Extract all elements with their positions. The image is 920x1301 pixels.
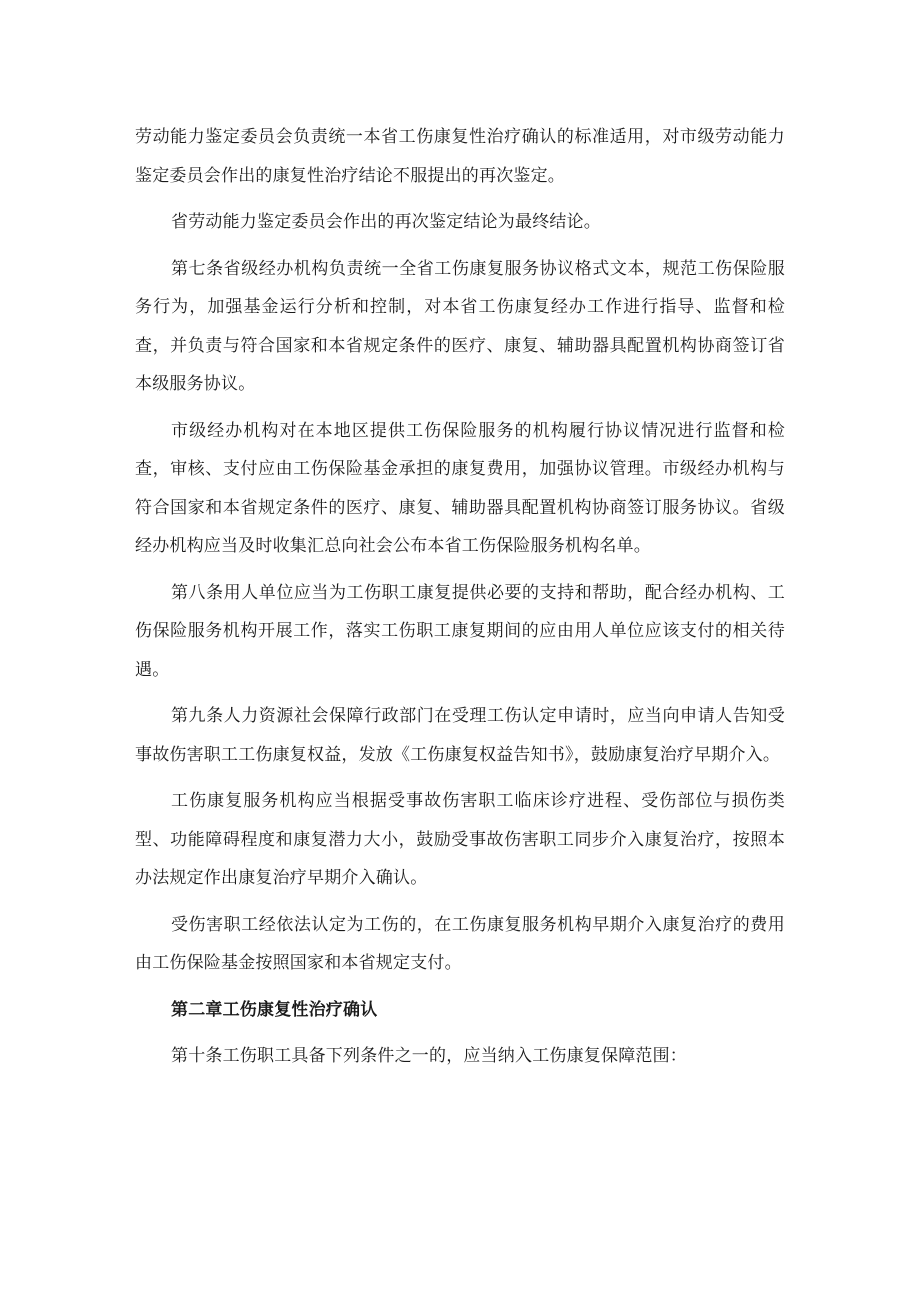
paragraph-article-8: 第八条用人单位应当为工伤职工康复提供必要的支持和帮助，配合经办机构、工伤保险服务机构开展工作，落实工伤职工康复期间的应由用人单位应该支付的相关待遇。 bbox=[135, 582, 785, 680]
paragraph: 受伤害职工经依法认定为工伤的，在工伤康复服务机构早期介入康复治疗的费用由工伤保险基金按照国家和本省规定支付。 bbox=[135, 914, 785, 973]
chapter-heading: 第二章工伤康复性治疗确认 bbox=[171, 999, 378, 1020]
document-page bbox=[135, 118, 785, 1076]
paragraph-article-10: 第十条工伤职工具备下列条件之一的，应当纳入工伤康复保障范围： bbox=[171, 1046, 687, 1066]
paragraph: 市级经办机构对在本地区提供工伤保险服务的机构履行协议情况进行监督和检查，审核、支付应由工伤保险基金承担的康复费用，加强协议管理。市级经办机构与符合国家和本省规定条件的医疗、康复、辅助器具配置机构协商签订服务协议。省级经办机构应当及时收集汇总向社会公布本省工伤保险服务机构名单。 bbox=[135, 420, 785, 556]
paragraph-continued: 劳动能力鉴定委员会负责统一本省工伤康复性治疗确认的标准适用，对市级劳动能力鉴定委员会作出的康复性治疗结论不服提出的再次鉴定。 bbox=[135, 127, 785, 186]
paragraph: 工伤康复服务机构应当根据受事故伤害职工临床诊疗进程、受伤部位与损伤类型、功能障碍程度和康复潜力大小，鼓励受事故伤害职工同步介入康复治疗，按照本办法规定作出康复治疗早期介入确认。 bbox=[135, 791, 785, 888]
paragraph-article-7: 第七条省级经办机构负责统一全省工伤康复服务协议格式文本，规范工伤保险服务行为，加强基金运行分析和控制，对本省工伤康复经办工作进行指导、监督和检查，并负责与符合国家和本省规定条件的医疗、康复、辅助器具配置机构协商签订省本级服务协议。 bbox=[135, 258, 785, 394]
paragraph-article-9: 第九条人力资源社会保障行政部门在受理工伤认定申请时，应当向申请人告知受事故伤害职工工伤康复权益，发放《工伤康复权益告知书》，鼓励康复治疗早期介入。 bbox=[135, 706, 785, 765]
paragraph: 省劳动能力鉴定委员会作出的再次鉴定结论为最终结论。 bbox=[171, 212, 601, 232]
